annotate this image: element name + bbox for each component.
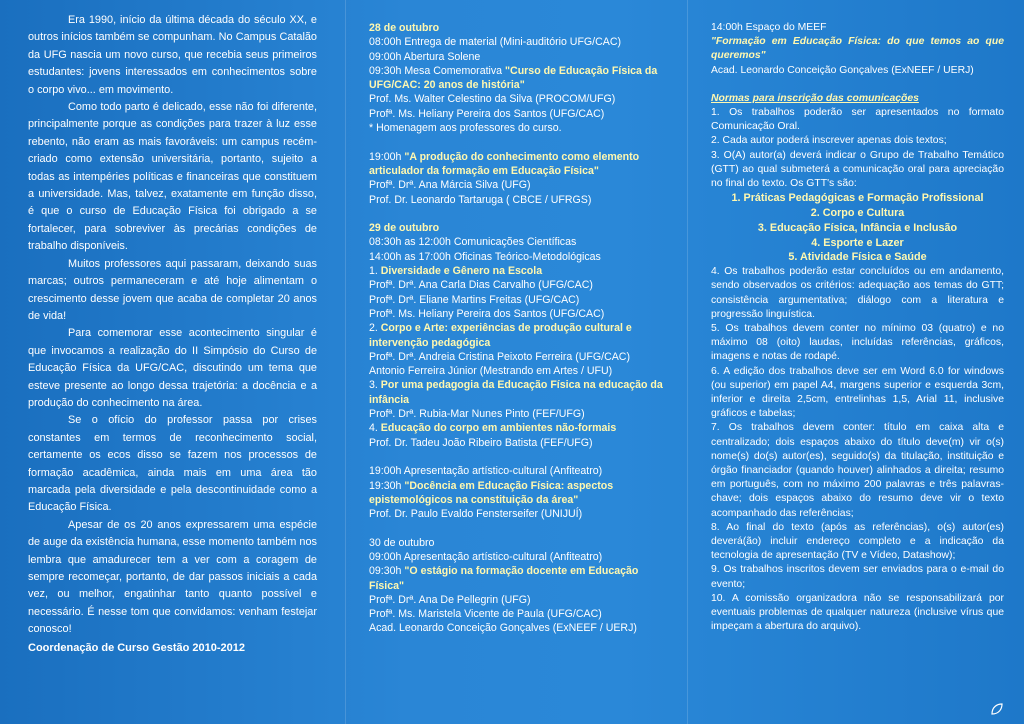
speaker-line: Prof. Dr. Paulo Evaldo Fensterseifer (UNIJUÍ) [369,508,583,521]
schedule-line: 19:00h Apresentação artístico-cultural (Anfiteatro) [369,465,603,478]
speaker-line: Profª. Drª. Andreia Cristina Peixoto Ferreira (UFG/CAC) [369,350,630,363]
day-heading: 30 de outubro [369,536,435,549]
day-heading: 29 de outubro [369,222,440,235]
workshop-number: 1. [369,265,381,278]
day-heading: 28 de outubro [369,22,440,34]
rule-item: 2. Cada autor poderá inscrever apenas dois textos; [711,135,947,147]
schedule-line: 09:00h Apresentação artístico-cultural (Anfiteatro) [369,550,603,563]
intro-paragraph: Se o ofício do professor passa por crises constantes em termos de reconhecimento social, certamente os ecos disso se fazem nos processos de formação acadêmica, ainda mais em uma área tão marcada pela diversidade e pela descontinuidade como a Educação Física. [28,414,317,514]
speaker-line: Profª. Drª. Ana De Pellegrin (UFG) [369,593,531,606]
workshop-title: Por uma pedagogia da Educação Física na educação da infância [369,379,663,406]
signature: Coordenação de Curso Gestão 2010-2012 [28,641,246,654]
session-title: "Formação em Educação Física: do que temos ao que queremos" [711,36,1004,62]
schedule-line: 08:30h as 12:00h Comunicações Científicas [369,236,577,249]
rule-item: 9. Os trabalhos inscritos devem ser enviados para o e-mail do evento; [711,564,1004,590]
workshop-title: Corpo e Arte: experiências de produção cultural e intervenção pedagógica [369,322,632,349]
program-column [345,0,687,724]
time-label: 09:30h [369,565,405,578]
speaker-line: Profª. Drª. Rubia-Mar Nunes Pinto (FEF/UFG) [369,408,585,421]
schedule-line: 14:00h as 17:00h Oficinas Teórico-Metodológicas [369,250,601,263]
intro-paragraph: Era 1990, início da última década do século XX, e outros inícios também se compunham. No Campus Catalão da UFG nascia um novo curso, que recebia seus primeiros estudantes: jovens interessados em conhecimentos sobre o corpo vivo... em movimento. [28,14,317,96]
rule-item: 6. A edição dos trabalhos deve ser em Word 6.0 for windows (ou superior) em papel A4, margens superior e esquerda 3cm, inferior e direita 2,5cm, entrelinhas 1,5, Arial 11, inclusive gráficos e tabelas; [711,365,1004,420]
decorative-leaf-icon [990,702,1004,716]
time-label: 19:00h [369,150,405,163]
gtt-item: 1. Práticas Pedagógicas e Formação Profissional [731,192,984,205]
session-title: "Docência em Educação Física: aspectos epistemológicos na constituição da área" [369,479,614,506]
time-label: 19:30h [369,479,405,492]
workshop-number: 2. [369,322,381,335]
rules-heading: Normas para inscrição das comunicações [711,92,919,104]
schedule-line: 09:00h Abertura Solene [369,50,481,63]
rule-item: 10. A comissão organizadora não se responsabilizará por eventuais problemas de qualquer natureza (inclusive vírus que impeçam a abertura do arquivo). [711,592,1004,633]
speaker-line: Profª. Ms. Maristela Vicente de Paula (UFG/CAC) [369,608,602,621]
intro-paragraph: Para comemorar esse acontecimento singular é que invocamos a realização do II Simpósio do Curso de Educação Física da UFG/CAC, discutindo um tema que esteve presente ao longo dessa trajetória: a docência e a produção do conhecimento na área. [28,327,317,409]
schedule-line [369,564,673,593]
session-title: "O estágio na formação docente em Educação Física" [369,565,639,592]
speaker-line: Antonio Ferreira Júnior (Mestrando em Artes / UFU) [369,365,613,378]
gtt-item: 3. Educação Física, Infância e Inclusão [757,221,958,234]
workshop-line [369,264,673,278]
intro-column [0,0,345,724]
speaker-line: Prof. Ms. Walter Celestino da Silva (PROCOM/UFG) [369,93,616,106]
workshop-title: Diversidade e Gênero na Escola [380,265,543,278]
speaker-line: Profª. Ms. Heliany Pereira dos Santos (UFG/CAC) [369,307,605,320]
gtt-item: 5. Atividade Física e Saúde [788,251,927,264]
intro-paragraph: Muitos professores aqui passaram, deixando suas marcas; outros permaneceram e até hoje alimentam o crescimento desse jovem que acaba de completar 20 anos de vida! [28,257,317,322]
speaker-line: Acad. Leonardo Conceição Gonçalves (ExNEEF / UERJ) [369,622,637,635]
note-line: * Homenagem aos professores do curso. [369,122,562,135]
time-label: 09:30h Mesa Comemorativa [369,64,506,77]
schedule-line: 08:00h Entrega de material (Mini-auditório UFG/CAC) [369,36,621,49]
gtt-item: 2. Corpo e Cultura [810,207,905,220]
session-title: "A produção do conhecimento como elemento articulador da formação em Educação Física" [369,150,640,177]
rule-item: 5. Os trabalhos devem conter no mínimo 03 (quatro) e no máximo 08 (oito) laudas, incluídas referências, gráficos, imagens e notas de rodapé. [711,323,1004,363]
workshop-number: 3. [369,379,381,392]
rule-item: 7. Os trabalhos devem conter: título em caixa alta e centralizado; dois espaços abaixo do título deve(m) vir o(s) nome(s) do(s) autor(es), seguido(s) da titulação, instituição e órgão financiador (quando houver) alinhados a direita; resumo em português, com no máximo 200 palavras e três palavras-chave; dois espaços abaixo do resumo deve vir o texto acompanhado das referências; [711,422,1004,519]
speaker-line: Prof. Dr. Leonardo Tartaruga ( CBCE / UFRGS) [369,193,592,206]
speaker-line: Profª. Drª. Ana Carla Dias Carvalho (UFG/CAC) [369,279,593,292]
workshop-line [369,378,673,407]
workshop-line [369,421,673,435]
schedule-line: 14:00h Espaço do MEEF [711,22,827,33]
rules-column [687,0,1024,724]
speaker-line: Profª. Drª. Ana Márcia Silva (UFG) [369,179,531,192]
workshop-line [369,321,673,350]
speaker-line: Prof. Dr. Tadeu João Ribeiro Batista (FEF/UFG) [369,436,593,449]
workshop-title: Educação do corpo em ambientes não-formais [380,422,617,435]
intro-paragraph: Apesar de os 20 anos expressarem uma espécie de auge da existência humana, esse momento também nos lembra que amadurecer tem a ver com a coragem de sempre recomeçar, portanto, de dar passos iniciais a cada vez, ou melhor, engatinhar tanto quanto possível e necessário. É nesse tom que convidamos: venham festejar conosco! [28,518,317,636]
speaker-line: Profª. Ms. Heliany Pereira dos Santos (UFG/CAC) [369,107,605,120]
workshop-number: 4. [369,422,381,435]
speaker-line: Profª. Drª. Eliane Martins Freitas (UFG/CAC) [369,293,580,306]
session-title: "Curso de Educação Física da UFG/CAC: 20 anos de história" [369,64,658,92]
rule-item: 8. Ao final do texto (após as referências), o(s) autor(es) deverá(ão) incluir endereço completo e a indicação da tecnologia de apresentação (TV e Vídeo, Datashow); [711,521,1004,562]
rule-item: 4. Os trabalhos poderão estar concluídos ou em andamento, sendo observados os critérios: adequação aos temas do GTT; consistência argumentativa; diálogo com a literatura e progressão linguística. [711,266,1004,320]
schedule-line [369,479,673,508]
rule-item: 1. Os trabalhos poderão ser apresentados no formato Comunicação Oral. [711,107,1004,133]
speaker-line: Acad. Leonardo Conceição Gonçalves (ExNEEF / UERJ) [711,64,974,76]
schedule-line [369,150,673,179]
gtt-item: 4. Esporte e Lazer [811,236,904,249]
rule-item: 3. O(A) autor(a) deverá indicar o Grupo de Trabalho Temático (GTT) ao qual submeterá a comunicação oral para apreciação no final do texto. Os GTT's são: [711,149,1004,190]
schedule-line [369,64,673,93]
intro-paragraph: Como todo parto é delicado, esse não foi diferente, principalmente porque as condições para trazer à luz esse rebento, não eram as mais favoráveis: um campus recém-criado como extensão universitária, portanto, sujeito a todas as intempéries políticas e financeiras que constituem a universidade. Mas, talvez, exatamente em função disso, é que o curso de Educação Física foi obrigado a se fortalecer, para sobreviver às precárias condições de trabalho disponíveis. [28,101,317,253]
